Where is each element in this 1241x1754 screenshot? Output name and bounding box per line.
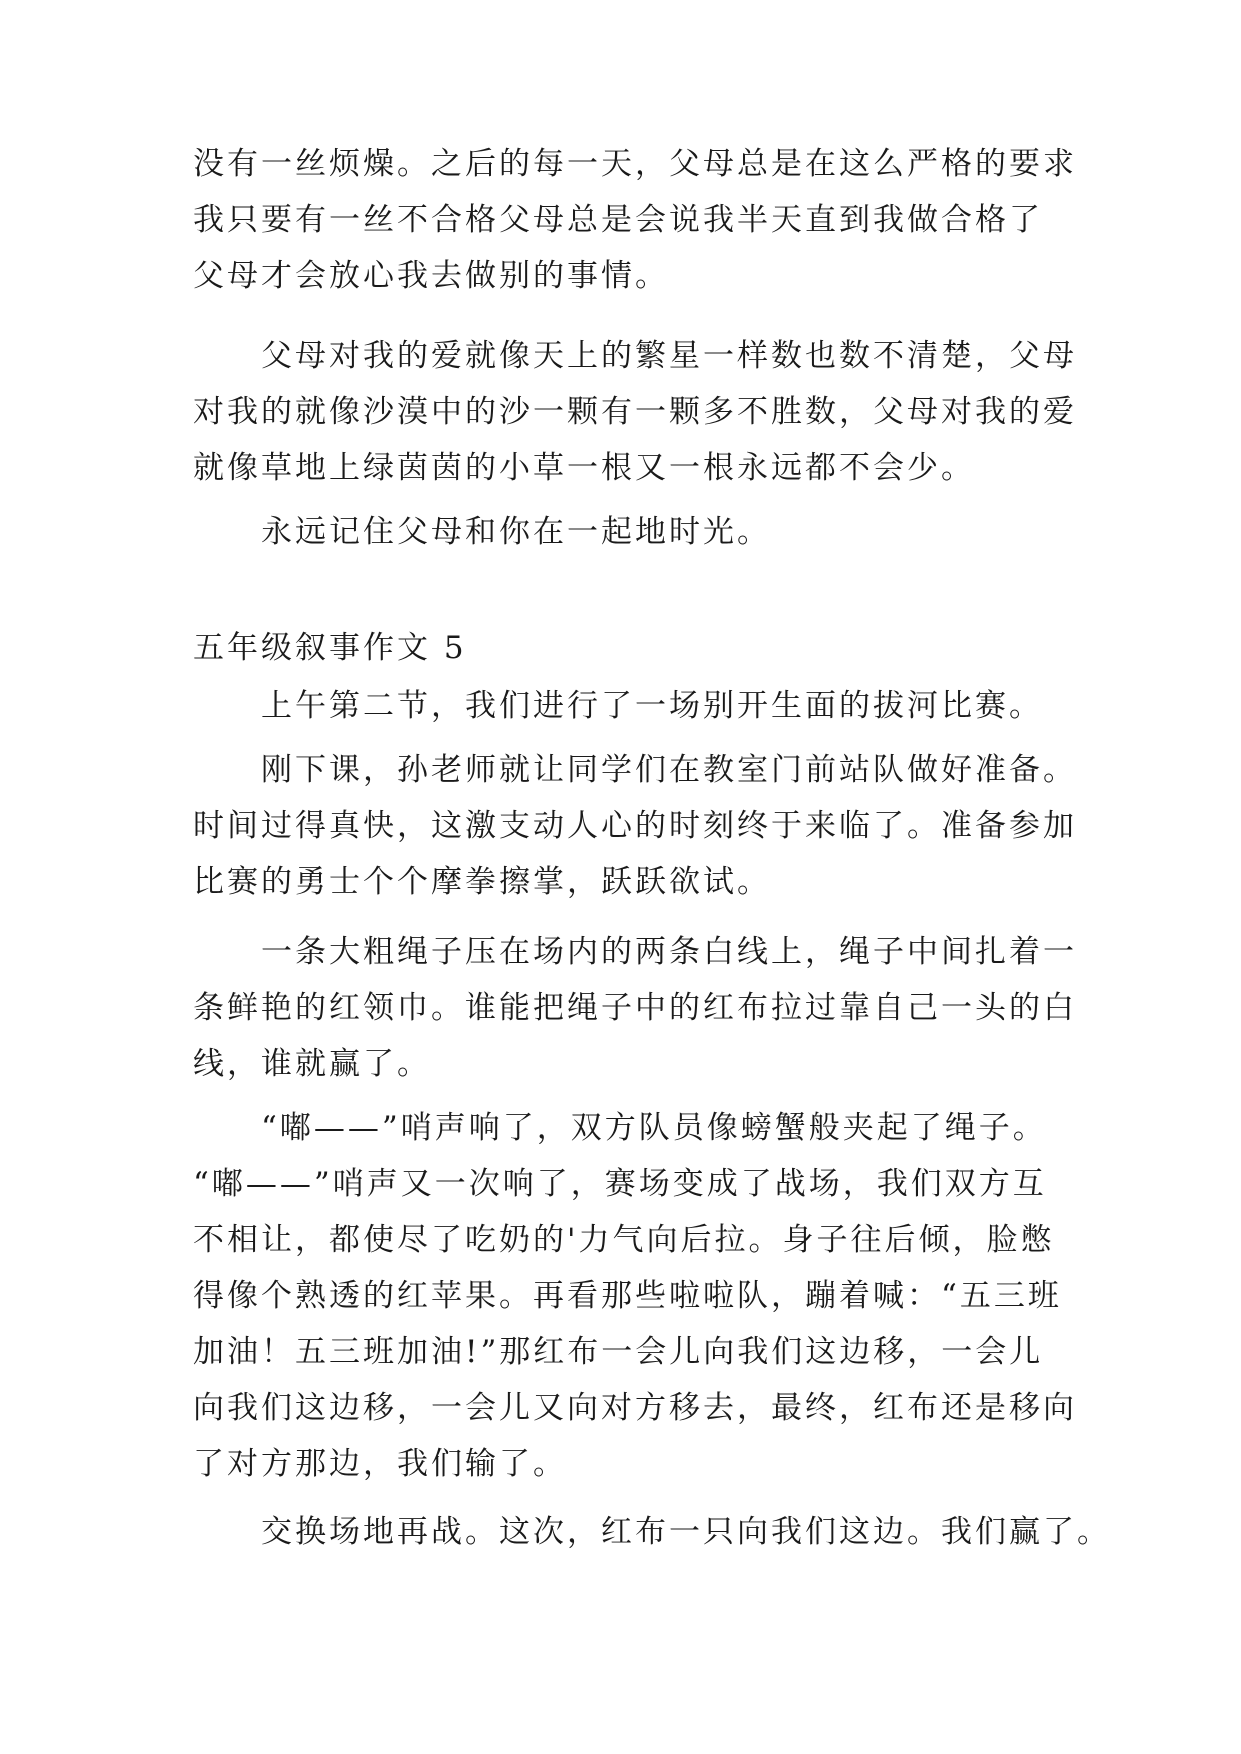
text-line: 就像草地上绿茵茵的小草一根又一根永远都不会少。 <box>193 450 975 486</box>
text-line: 我只要有一丝不合格父母总是会说我半天直到我做合格了 <box>193 202 1043 238</box>
text-line: 了对方那边，我们输了。 <box>193 1446 567 1482</box>
text-line: 刚下课，孙老师就让同学们在教室门前站队做好准备。 <box>193 752 1077 788</box>
text-line: 上午第二节，我们进行了一场别开生面的拔河比赛。 <box>193 688 1043 724</box>
text-line: 永远记住父母和你在一起地时光。 <box>193 514 771 550</box>
text-line: 线，谁就赢了。 <box>193 1046 431 1082</box>
section-heading: 五年级叙事作文 5 <box>193 630 467 666</box>
text-line: 父母对我的爱就像天上的繁星一样数也数不清楚，父母 <box>193 338 1077 374</box>
text-line: 没有一丝烦燥。之后的每一天，父母总是在这么严格的要求 <box>193 146 1077 182</box>
text-line: 条鲜艳的红领巾。谁能把绳子中的红布拉过靠自己一头的白 <box>193 990 1077 1026</box>
text-line: 对我的就像沙漠中的沙一颗有一颗多不胜数，父母对我的爱 <box>193 394 1077 430</box>
text-line: 向我们这边移，一会儿又向对方移去，最终，红布还是移向 <box>193 1390 1077 1426</box>
text-line: 父母才会放心我去做别的事情。 <box>193 258 669 294</box>
text-line: 不相让，都使尽了吃奶的'力气向后拉。身子往后倾，脸憋 <box>193 1222 1055 1258</box>
text-line: 加油！五三班加油!”那红布一会儿向我们这边移，一会儿 <box>193 1334 1044 1370</box>
text-line: “嘟——”哨声又一次响了，赛场变成了战场，我们双方互 <box>193 1166 1047 1202</box>
text-line: “嘟——”哨声响了，双方队员像螃蟹般夹起了绳子。 <box>193 1110 1047 1146</box>
text-line: 交换场地再战。这次，红布一只向我们这边。我们赢了。 <box>193 1514 1111 1550</box>
text-line: 时间过得真快，这激支动人心的时刻终于来临了。准备参加 <box>193 808 1077 844</box>
text-line: 比赛的勇士个个摩拳擦掌，跃跃欲试。 <box>193 864 771 900</box>
text-line: 得像个熟透的红苹果。再看那些啦啦队，蹦着喊：“五三班 <box>193 1278 1062 1314</box>
text-line: 一条大粗绳子压在场内的两条白线上，绳子中间扎着一 <box>193 934 1077 970</box>
